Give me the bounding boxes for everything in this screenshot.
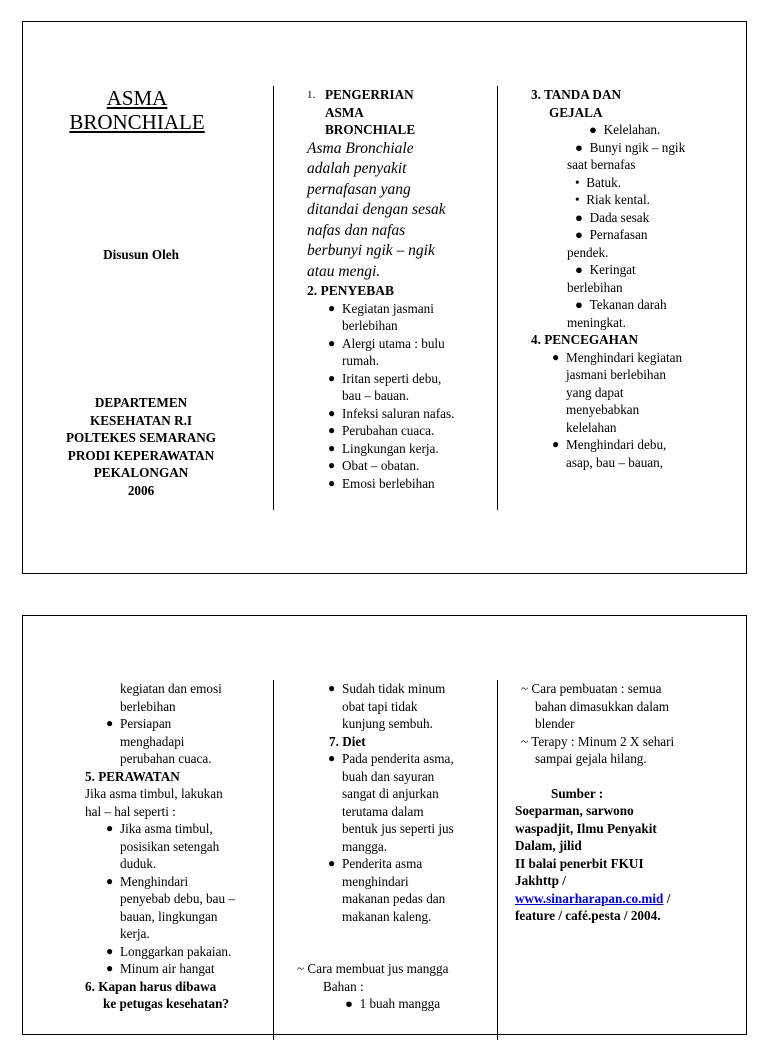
list-item: ● Infeksi saluran nafas. xyxy=(328,405,455,421)
institution-line: PRODI KEPERAWATAN xyxy=(67,447,215,463)
definition-line: Asma Bronchiale xyxy=(307,139,414,157)
section-7-heading: 7. Diet xyxy=(329,733,366,749)
list-item: ● Persiapan menghadapi perubahan cuaca. xyxy=(106,716,212,766)
section-5-heading: 5. PERAWATAN xyxy=(85,768,180,784)
list-item: • Riak kental. xyxy=(575,192,650,207)
column-divider xyxy=(273,86,274,510)
list-item: ● Pernafasan pendek. xyxy=(567,227,648,260)
list-item: ● Tekanan darah meningkat. xyxy=(567,297,667,330)
list-item: ● Lingkungan kerja. xyxy=(328,440,439,456)
definition-line: pernafasan yang xyxy=(307,180,411,198)
ingredient-item: ● 1 buah mangga xyxy=(345,996,441,1011)
list-item: ● Longgarkan pakaian. xyxy=(106,943,232,959)
list-item: ● Pada penderita asma, buah dan sayuran sangat di anjurkan terutama dalam bentuk jus seperti jus mangga. xyxy=(328,751,454,854)
definition-line: nafas dan nafas xyxy=(307,221,406,239)
title-line-2: BRONCHIALE xyxy=(69,110,205,134)
diet-list xyxy=(307,750,495,925)
section-4-heading: 4. PENCEGAHAN xyxy=(531,332,638,347)
institution-line: KESEHATAN R.I xyxy=(89,412,193,428)
list-item: ● Menghindari penyebab debu, bau – bauan, lingkungan kerja. xyxy=(106,873,235,941)
column-divider xyxy=(273,680,274,1040)
list-item: ● Kegiatan jasmani berlebihan xyxy=(328,300,434,333)
list-item: • Batuk. xyxy=(575,174,622,190)
list-item: ● Bunyi ngik – ngik saat bernafas xyxy=(567,139,686,172)
symptoms-list xyxy=(531,121,731,331)
list-item: ● Dada sesak xyxy=(575,209,650,225)
institution-block xyxy=(41,394,241,500)
source-block: Soeparman, sarwono waspadjit, Ilmu Penyakit Dalam, jilid II balai penerbit FKUI Jakhttp / www.sinarharapan.co.mid / feature / café.pesta / 2004. xyxy=(515,803,671,923)
list-item: ● Menghindari kegiatan jasmani berlebihan yang dapat menyebabkan kelelahan xyxy=(552,349,683,435)
list-item: ● Kelelahan. xyxy=(589,122,661,137)
brochure-title xyxy=(1,86,273,134)
column-3 xyxy=(515,680,735,925)
column-2 xyxy=(297,680,495,1013)
list-item: ● Minum air hangat xyxy=(106,961,215,976)
heading-line: ASMA xyxy=(325,104,364,120)
section-number: 1. xyxy=(307,89,316,101)
definition-line: adalah penyakit xyxy=(307,160,407,177)
care-list xyxy=(85,820,270,978)
section-1-heading xyxy=(307,86,487,139)
source-label: Sumber : xyxy=(551,785,604,801)
brochure-page-1 xyxy=(22,21,747,574)
list-item: ● Emosi berlebihan xyxy=(328,475,435,491)
author-label: Disusun Oleh xyxy=(103,247,179,262)
institution-line: DEPARTEMEN xyxy=(94,395,188,410)
heading-line: BRONCHIALE xyxy=(325,122,416,137)
column-3 xyxy=(531,86,731,471)
prep-list xyxy=(85,715,270,768)
list-item: ● Jika asma timbul, posisikan setengah duduk. xyxy=(106,821,220,871)
list-item: ● Iritan seperti debu, bau – bauan. xyxy=(328,370,442,403)
juice-recipe-heading: ~ Cara membuat jus mangga xyxy=(297,961,449,976)
therapy-text: ~ Terapy : Minum 2 X sehari sampai gejala hilang. xyxy=(521,733,675,766)
list-item: ● Penderita asma menghindari makanan pedas dan makanan kaleng. xyxy=(328,856,446,924)
care-intro: Jika asma timbul, lakukan hal – hal seperti : xyxy=(85,786,223,819)
institution-year: 2006 xyxy=(127,482,155,498)
heading-line: PENGERRIAN xyxy=(325,87,414,102)
definition-line: ditandai dengan sesak xyxy=(307,201,446,218)
section-3-heading: 3. TANDA DAN GEJALA xyxy=(531,87,621,120)
list-item: ● Alergi utama : bulu rumah. xyxy=(328,335,445,368)
definition-line: berbunyi ngik – ngik xyxy=(307,242,435,259)
column-1 xyxy=(85,680,270,1013)
definition-line: atau mengi. xyxy=(307,262,381,280)
method-text: ~ Cara pembuatan : semua bahan dimasukkan dalam blender xyxy=(521,681,670,731)
prevention-list xyxy=(531,349,731,472)
list-item: ● Perubahan cuaca. xyxy=(328,423,435,438)
institution-line: PEKALONGAN xyxy=(93,465,189,481)
symptom-continued-list xyxy=(307,680,495,733)
source-link[interactable]: www.sinarharapan.co.mid xyxy=(515,890,664,906)
section-6-heading: 6. Kapan harus dibawa ke petugas kesehatan? xyxy=(85,978,230,1011)
list-item: ● Obat – obatan. xyxy=(328,458,420,473)
column-2 xyxy=(307,86,487,492)
continued-text: kegiatan dan emosi berlebihan xyxy=(120,681,222,714)
column-divider xyxy=(497,86,498,510)
list-item: ● Sudah tidak minum obat tapi tidak kunjung sembuh. xyxy=(328,681,446,731)
section-2-heading: 2. PENYEBAB xyxy=(307,283,395,298)
institution-line: POLTEKES SEMARANG xyxy=(65,430,217,446)
list-item: ● Menghindari debu, asap, bau – bauan, xyxy=(552,437,667,470)
column-divider xyxy=(497,680,498,1040)
title-line-1: ASMA xyxy=(106,86,168,110)
ingredients-label: Bahan : xyxy=(323,978,364,994)
list-item: ● Keringat berlebihan xyxy=(567,262,636,295)
causes-list xyxy=(307,300,487,493)
definition-text xyxy=(307,139,487,283)
brochure-page-2 xyxy=(22,615,747,1035)
